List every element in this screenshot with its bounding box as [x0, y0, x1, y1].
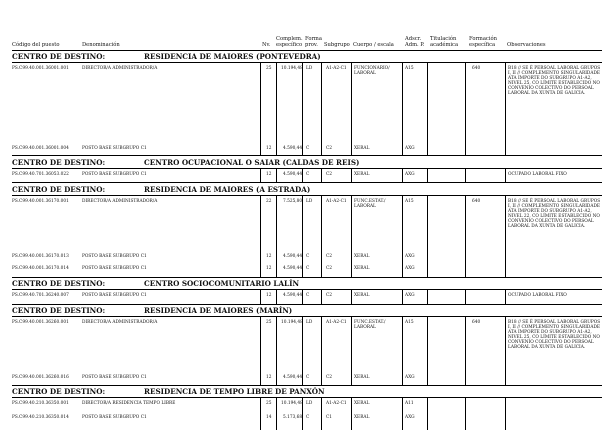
- cell-cuerpo: FUNC.ESTAT./ LABORAL: [354, 320, 386, 330]
- cell-subgrupo: A1-A2-C1: [326, 320, 347, 325]
- center-header: [12, 306, 602, 316]
- cell-denom: POSTO BASE SUBGRUPO C1: [82, 293, 147, 298]
- cell-forma: LD: [306, 66, 313, 71]
- column-rule: [276, 289, 277, 304]
- cell-comp: 4.590,44: [283, 266, 303, 271]
- cell-forma: C: [306, 293, 310, 298]
- cell-code: PS.C99.40.001.36001.001: [12, 66, 69, 71]
- cell-comp: 10.194,48: [281, 320, 303, 325]
- section-divider: [12, 277, 602, 278]
- cell-adscr: A15: [405, 199, 414, 204]
- column-rule: [402, 397, 403, 430]
- cell-nv: 12: [266, 266, 272, 271]
- cell-subgrupo: A1-A2-C1: [326, 199, 347, 204]
- column-rule: [321, 289, 322, 304]
- section-divider: [12, 168, 602, 169]
- center-header: [12, 52, 602, 62]
- center-header: [12, 185, 602, 195]
- cell-nv: 12: [266, 254, 272, 259]
- cell-comp: 4.590,44: [283, 172, 303, 177]
- center-label: CENTRO DE DESTINO:: [12, 306, 106, 315]
- cell-nv: 25: [266, 320, 272, 325]
- column-rule: [276, 316, 277, 385]
- cell-code: PS.C99.40.701.36240.007: [12, 293, 69, 298]
- cell-adscr: AXG: [405, 146, 415, 151]
- cell-subgrupo: A1-A2-C1: [326, 66, 347, 71]
- header-subgrupo: Subgrupo: [324, 42, 350, 48]
- column-rule: [427, 397, 428, 430]
- header-titulacion-1: Titulación: [430, 36, 457, 42]
- column-rule: [351, 195, 352, 277]
- column-rule: [505, 397, 506, 430]
- column-rule: [321, 316, 322, 385]
- cell-code: PS.C99.40.701.36053.022: [12, 172, 69, 177]
- column-rule: [321, 397, 322, 430]
- cell-observaciones: B18 // SE È PERSOAL LABORAL GRUPOS I, II // COMPLEMENTO SINGULARIDADE ATA IMPORTE DO SUBGRUPO A1-A2, NIVEL 25, CO LÍMITE ESTABLECIDO NO CONVENIO COLECTIVO DO PERSOAL LABORAL DA XUNTA DE GALICIA.: [508, 66, 601, 97]
- cell-nv: 12: [266, 293, 272, 298]
- cell-cuerpo: XERAL: [354, 415, 370, 420]
- cell-subgrupo: C2: [326, 172, 333, 177]
- cell-nv: 12: [266, 146, 272, 151]
- cell-comp: 5.173,68: [283, 415, 303, 420]
- column-rule: [465, 289, 466, 304]
- center-label: CENTRO DE DESTINO:: [12, 52, 106, 61]
- cell-denom: DIRECTOR/A ADMINISTRADOR/A: [82, 320, 158, 325]
- cell-nv: 12: [266, 172, 272, 177]
- center-header: [12, 158, 602, 168]
- cell-observaciones: B18 // SE È PERSOAL LABORAL GRUPOS I, II // COMPLEMENTO SINGULARIDADE ATA IMPORTE DO SUBGRUPO A1-A2, NIVEL 22, CO LÍMITE ESTABLECIDO NO CONVENIO COLECTIVO DO PERSOAL LABORAL DA XUNTA DE GALICIA.: [508, 199, 601, 230]
- cell-denom: POSTO BASE SUBGRUPO C1: [82, 254, 147, 259]
- center-name: CENTRO SOCIOCOMUNITARIO LALÍN: [144, 279, 300, 288]
- section-divider: [12, 182, 602, 183]
- cell-denom: POSTO BASE SUBGRUPO C1: [82, 172, 147, 177]
- cell-forma: LD: [306, 401, 313, 406]
- cell-cuerpo: XERAL: [354, 375, 370, 380]
- column-rule: [302, 397, 303, 430]
- center-name: RESIDENCIA DE TEMPO LIBRE DE PANXÓN: [144, 387, 325, 396]
- header-adscripcion-1: Adscr.: [405, 36, 422, 42]
- cell-code: PS.C99.40.001.36260.001: [12, 320, 69, 325]
- column-rule: [302, 195, 303, 277]
- cell-adscr: AXG: [405, 172, 415, 177]
- cell-subgrupo: C1: [326, 415, 333, 420]
- cell-forma: LD: [306, 320, 313, 325]
- cell-forma: C: [306, 375, 310, 380]
- column-rule: [505, 316, 506, 385]
- cell-code: PS.C99.40.001.36001.004: [12, 146, 69, 151]
- cell-cuerpo: FUNCIONARIO/ LABORAL: [354, 66, 390, 76]
- column-rule: [351, 316, 352, 385]
- section-divider: [12, 304, 602, 305]
- column-rule: [402, 168, 403, 182]
- column-rule: [505, 195, 506, 277]
- cell-comp: 10.194,48: [281, 401, 303, 406]
- column-rule: [402, 289, 403, 304]
- column-rule: [465, 397, 466, 430]
- section-divider: [12, 289, 602, 290]
- column-rule: [465, 62, 466, 155]
- cell-observaciones: B18 // SE È PERSOAL LABORAL GRUPOS I, II // COMPLEMENTO SINGULARIDADE ATA IMPORTE DO SUBGRUPO A1-A2, NIVEL 25, CO LÍMITE ESTABLECIDO NO CONVENIO COLECTIVO DO PERSOAL LABORAL DA XUNTA DE GALICIA.: [508, 320, 601, 351]
- cell-subgrupo: C2: [326, 146, 333, 151]
- cell-observaciones: OCUPADO LABORAL FIXO: [508, 172, 567, 177]
- cell-cuerpo: XERAL: [354, 254, 370, 259]
- cell-code: PS.C99.40.210.36350.001: [12, 401, 69, 406]
- section-divider: [12, 385, 602, 386]
- column-rule: [427, 62, 428, 155]
- cell-comp: 4.590,44: [283, 375, 303, 380]
- cell-comp: 4.590,44: [283, 293, 303, 298]
- cell-formacion: 640: [472, 320, 481, 325]
- header-observaciones: Observaciones: [507, 42, 546, 48]
- cell-adscr: AXG: [405, 375, 415, 380]
- column-rule: [465, 195, 466, 277]
- cell-subgrupo: A1-A2-C1: [326, 401, 347, 406]
- cell-adscr: A15: [405, 66, 414, 71]
- cell-denom: POSTO BASE SUBGRUPO C1: [82, 266, 147, 271]
- cell-denom: POSTO BASE SUBGRUPO C1: [82, 375, 147, 380]
- cell-formacion: 640: [472, 66, 481, 71]
- cell-nv: 14: [266, 415, 272, 420]
- cell-adscr: AXG: [405, 293, 415, 298]
- center-label: CENTRO DE DESTINO:: [12, 279, 106, 288]
- column-rule: [402, 62, 403, 155]
- column-rule: [321, 62, 322, 155]
- section-divider: [12, 316, 602, 317]
- cell-code: PS.C99.40.001.36170.013: [12, 254, 69, 259]
- section-divider: [12, 195, 602, 196]
- section-divider: [12, 155, 602, 156]
- cell-subgrupo: C2: [326, 375, 333, 380]
- column-rule: [276, 397, 277, 430]
- header-titulacion-2: académica: [430, 42, 459, 48]
- header-denominacion: Denominación: [82, 42, 120, 48]
- header-codigo: Código del puesto: [12, 42, 60, 48]
- column-rule: [260, 168, 261, 182]
- header-adscripcion-2: Adm. P.: [405, 42, 425, 48]
- cell-comp: 10.194,48: [281, 66, 303, 71]
- header-complemento-2: específico: [276, 42, 303, 48]
- column-rule: [302, 62, 303, 155]
- cell-cuerpo: XERAL: [354, 172, 370, 177]
- cell-code: PS.C99.40.001.36170.014: [12, 266, 69, 271]
- header-forma-2: prov.: [305, 42, 318, 48]
- cell-code: PS.C99.40.001.36170.001: [12, 199, 69, 204]
- center-header: [12, 387, 602, 397]
- cell-cuerpo: XERAL: [354, 293, 370, 298]
- column-rule: [505, 289, 506, 304]
- cell-nv: 12: [266, 375, 272, 380]
- header-formacion-2: específica: [469, 42, 496, 48]
- column-rule: [402, 316, 403, 385]
- column-rule: [351, 397, 352, 430]
- center-label: CENTRO DE DESTINO:: [12, 185, 106, 194]
- column-rule: [321, 195, 322, 277]
- cell-denom: DIRECTOR/A ADMINISTRADOR/A: [82, 199, 158, 204]
- cell-adscr: AXG: [405, 254, 415, 259]
- center-name: RESIDENCIA DE MAIORES (PONTEVEDRA): [144, 52, 321, 61]
- cell-denom: DIRECTOR/A ADMINISTRADOR/A: [82, 66, 158, 71]
- center-name: CENTRO OCUPACIONAL O SAIAR (CALDAS DE REIS): [144, 158, 360, 167]
- cell-forma: C: [306, 415, 310, 420]
- section-divider: [12, 397, 602, 398]
- cell-nv: 22: [266, 199, 272, 204]
- cell-cuerpo: XERAL: [354, 401, 370, 406]
- column-rule: [302, 316, 303, 385]
- cell-forma: C: [306, 172, 310, 177]
- cell-forma: C: [306, 146, 310, 151]
- column-rule: [427, 316, 428, 385]
- cell-observaciones: OCUPADO LABORAL FIXO: [508, 293, 567, 298]
- cell-cuerpo: FUNC.ESTAT./ LABORAL: [354, 199, 386, 209]
- column-rule: [351, 168, 352, 182]
- cell-subgrupo: C2: [326, 266, 333, 271]
- cell-forma: C: [306, 266, 310, 271]
- column-rule: [465, 168, 466, 182]
- cell-denom: POSTO BASE SUBGRUPO C1: [82, 146, 147, 151]
- cell-cuerpo: XERAL: [354, 266, 370, 271]
- column-rule: [427, 195, 428, 277]
- column-rule: [427, 168, 428, 182]
- column-rule: [276, 195, 277, 277]
- column-rule: [505, 168, 506, 182]
- cell-code: PS.C99.40.001.36260.016: [12, 375, 69, 380]
- column-rule: [321, 168, 322, 182]
- cell-forma: LD: [306, 199, 313, 204]
- cell-cuerpo: XERAL: [354, 146, 370, 151]
- cell-denom: POSTO BASE SUBGRUPO C1: [82, 415, 147, 420]
- column-rule: [260, 397, 261, 430]
- header-forma-1: Forma: [305, 36, 322, 42]
- cell-nv: 25: [266, 66, 272, 71]
- column-rule: [465, 316, 466, 385]
- column-rule: [260, 62, 261, 155]
- cell-subgrupo: C2: [326, 254, 333, 259]
- column-rule: [351, 62, 352, 155]
- cell-comp: 7.525,80: [283, 199, 303, 204]
- cell-formacion: 640: [472, 199, 481, 204]
- center-label: CENTRO DE DESTINO:: [12, 387, 106, 396]
- column-rule: [276, 62, 277, 155]
- column-rule: [351, 289, 352, 304]
- cell-code: PS.C99.40.210.36350.014: [12, 415, 69, 420]
- cell-adscr: A15: [405, 320, 414, 325]
- cell-comp: 4.590,44: [283, 146, 303, 151]
- column-rule: [302, 168, 303, 182]
- column-rule: [427, 289, 428, 304]
- column-rule: [402, 195, 403, 277]
- column-rule: [260, 195, 261, 277]
- cell-nv: 25: [266, 401, 272, 406]
- header-formacion-1: Formación: [469, 36, 497, 42]
- cell-adscr: AXG: [405, 415, 415, 420]
- cell-adscr: AXG: [405, 266, 415, 271]
- cell-adscr: A11: [405, 401, 414, 406]
- center-label: CENTRO DE DESTINO:: [12, 158, 106, 167]
- cell-denom: DIRECTOR/A RESIDENCIA TEMPO LIBRE: [82, 401, 176, 406]
- section-divider: [12, 50, 602, 51]
- column-rule: [260, 289, 261, 304]
- cell-comp: 4.590,44: [283, 254, 303, 259]
- column-rule: [302, 289, 303, 304]
- header-complemento-1: Complem.: [276, 36, 303, 42]
- center-name: RESIDENCIA DE MAIORES (A ESTRADA): [144, 185, 311, 194]
- center-name: RESIDENCIA DE MAIORES (MARÍN): [144, 306, 293, 315]
- column-rule: [505, 62, 506, 155]
- cell-subgrupo: C2: [326, 293, 333, 298]
- center-header: [12, 279, 602, 289]
- column-rule: [260, 316, 261, 385]
- header-nivel: Nv.: [262, 42, 271, 48]
- section-divider: [12, 62, 602, 63]
- header-cuerpo: Cuerpo / escala: [353, 42, 394, 48]
- cell-forma: C: [306, 254, 310, 259]
- column-rule: [276, 168, 277, 182]
